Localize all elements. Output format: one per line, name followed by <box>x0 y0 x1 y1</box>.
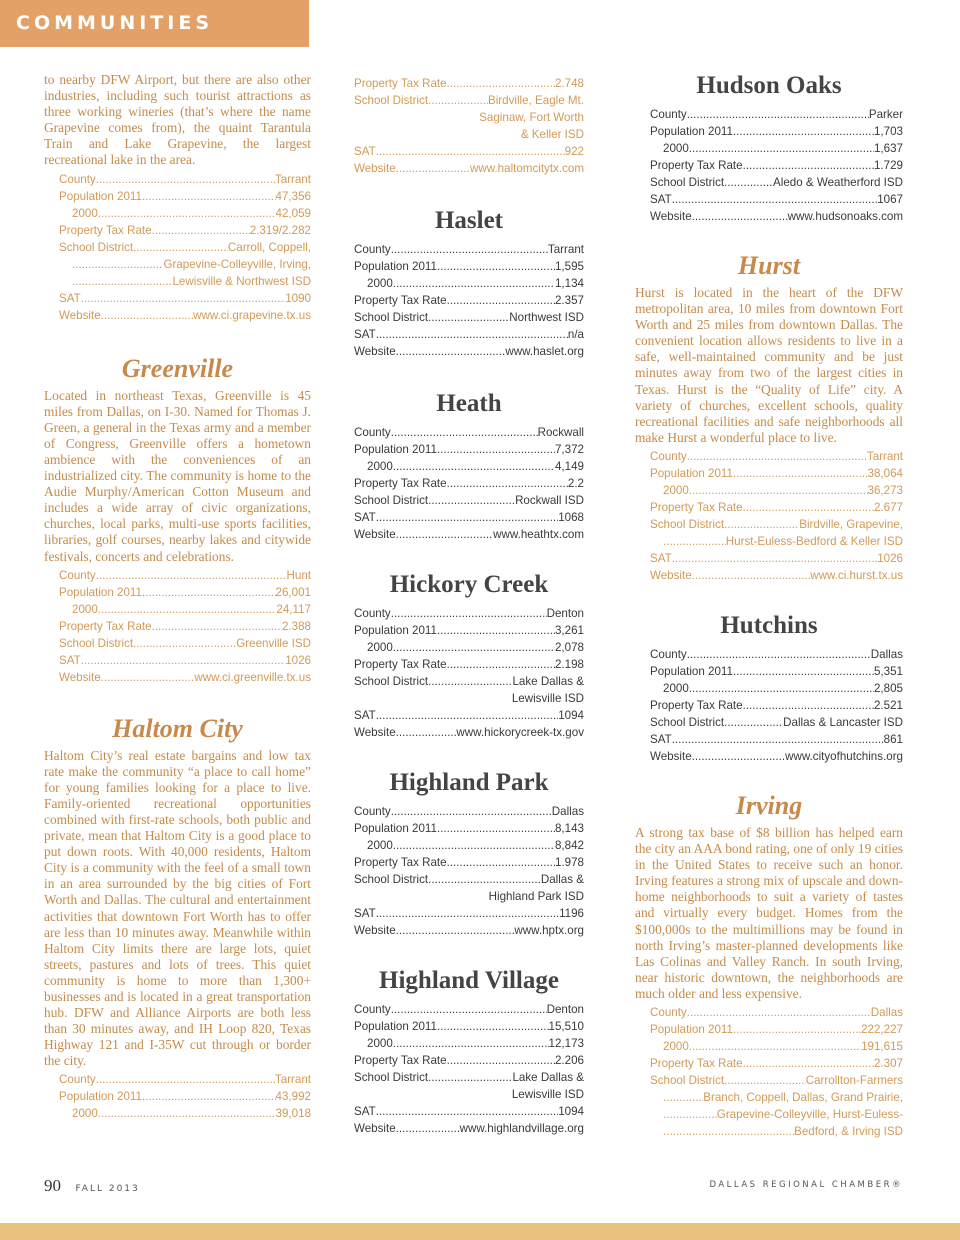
stat-row: Website ..... www.ci.hurst.tx.us <box>650 567 903 584</box>
section-title: COMMUNITIES <box>16 12 214 34</box>
stat-row: County ..... Hunt <box>59 567 311 584</box>
website-link[interactable]: www.ci.hurst.tx.us <box>810 568 903 582</box>
highland-village-heading: Highland Village <box>379 967 559 994</box>
stat-row: Population 2011. ..... 5,351 <box>650 663 903 680</box>
stat-row: Lewisville ISD <box>511 1088 584 1101</box>
stat-row: Population 2011. ..... 222,227 <box>650 1021 903 1038</box>
stat-row: Population 2011. ..... 43,992 <box>59 1088 311 1105</box>
stat-row: Population 2011. ..... 1,703 <box>650 123 903 140</box>
stat-row: ..... Bedford, & Irving ISD <box>650 1123 903 1140</box>
stat-row: Website ..... www.haslet.org <box>354 343 584 360</box>
heath-heading: Heath <box>436 390 502 417</box>
stat-row: ..... Hurst-Euless-Bedford & Keller ISD <box>650 533 903 550</box>
website-link[interactable]: www.haslet.org <box>505 345 584 358</box>
stat-row: County ..... Denton <box>354 605 584 622</box>
stat-row: School District ..... Greenville ISD <box>59 635 311 652</box>
stat-row: 2000 ..... 1,134 <box>354 275 584 292</box>
column-3 <box>635 72 903 1140</box>
stat-row: Population 2011. ..... 8,143 <box>354 820 584 837</box>
hudson-oaks-stats <box>635 106 903 225</box>
stat-row: Highland Park ISD <box>488 890 584 903</box>
stat-row: Property Tax Rate ..... 2.307 <box>650 1055 903 1072</box>
hickory-creek-heading: Hickory Creek <box>389 571 549 598</box>
stat-row: 2000 ..... 4,149 <box>354 458 584 475</box>
stat-row: Lewisville ISD <box>511 692 584 705</box>
section-banner <box>0 0 309 47</box>
stat-row: County ..... Dallas <box>650 1004 903 1021</box>
grapevine-description: to nearby DFW Airport, but there are also other industries, including such tourist attractions as three working wineries (that’s where the name Grapevine comes from), the quaint Tarantula Train and Lake Grapevine, the largest recreational lake in the area. <box>44 72 311 168</box>
stat-row: County ..... Tarrant <box>59 171 311 188</box>
stat-row: SAT ..... 1090 <box>59 290 311 307</box>
stat-row: Website ..... www.cityofhutchins.org <box>650 748 903 765</box>
stat-row: Property Tax Rate ..... 1.729 <box>650 157 903 174</box>
greenville-stats <box>44 567 311 686</box>
haltom-stats-continued <box>354 75 584 177</box>
haslet-heading: Haslet <box>434 207 504 234</box>
stat-row: 2000 ..... 1,637 <box>650 140 903 157</box>
stat-row: School District ..... Birdville, Grapevine, <box>650 516 903 533</box>
stat-row: School District ..... Dallas & Lancaster ISD <box>650 714 903 731</box>
stat-row: School District ..... Lake Dallas & <box>354 673 584 690</box>
stat-row: SAT ..... 861 <box>650 731 903 748</box>
stat-row: County ..... Denton <box>354 1001 584 1018</box>
stat-row: Population 2011. ..... 1,595 <box>354 258 584 275</box>
stat-row: School District ..... Birdville, Eagle Mt. <box>354 92 584 109</box>
stat-row: Website ..... www.hickorycreek-tx.gov <box>354 724 584 741</box>
irving-description: A strong tax base of $8 billion has helped earn the city an AAA bond rating, one of only 19 cities in the United States to receive such an honor. Irving features a strong mix of upscale and down-home neighborhoods to suit a variety of tastes and virtually every budget. Homes from the $100,000s to the multimillions may be found in north Irving’s master-planned developments like Las Colinas and Valley Ranch. In south Irving, near historic downtown, the neighborhoods are much older and less expensive. <box>635 824 903 1001</box>
greenville-description: Located in northeast Texas, Greenville is 45 miles from Dallas, on I-30. Named for Thomas J. Green, a general in the Texas army and a member of Congress, Greenville offers a hometown ambience with the conveniences of an industrialized city. The community is home to the Audie Murphy/American Cotton Museum and includes a wide array of civic organizations, churches, local parks, multi-use sports facilities, libraries, golf courses, nearby lakes and citywide festivals, concerts and celebrations. <box>44 387 311 564</box>
stat-row: Population 2011. ..... 7,372 <box>354 441 584 458</box>
stat-row: Website ..... www.heathtx.com <box>354 526 584 543</box>
highland-park-stats <box>354 803 584 939</box>
stat-row: 2000 ..... 24,117 <box>59 601 311 618</box>
stat-row: SAT ..... 1067 <box>650 191 903 208</box>
stat-row: School District ..... Aledo & Weatherford ISD <box>650 174 903 191</box>
publisher-label: DALLAS REGIONAL CHAMBER® <box>709 1180 903 1190</box>
stat-row: County ..... Dallas <box>354 803 584 820</box>
stat-row: Property Tax Rate ..... 2.198 <box>354 656 584 673</box>
issue-label: FALL 2013 <box>75 1184 140 1194</box>
stat-row: School District ..... Rockwall ISD <box>354 492 584 509</box>
website-link[interactable]: www.hptx.org <box>514 924 584 937</box>
website-link[interactable]: www.hudsonoaks.com <box>787 210 903 223</box>
stat-row: School District ..... Dallas & <box>354 871 584 888</box>
highland-park-heading: Highland Park <box>389 769 549 796</box>
stat-row: ..... Grapevine-Colleyville, Hurst-Euless- <box>650 1106 903 1123</box>
stat-row: Property Tax Rate ..... 2.748 <box>354 75 584 92</box>
stat-row: 2000 ..... 191,615 <box>650 1038 903 1055</box>
stat-row: School District ..... Carroll, Coppell, <box>59 239 311 256</box>
hurst-description: Hurst is located in the heart of the DFW metropolitan area, 10 miles from downtown Fort Worth and 25 miles from downtown Dallas. The convenient location allows residents to live in a safe, well-maintained community and be just minutes away from two of the largest cities in Texas. Hurst is the “Quality of Life” city. A variety of churches, excellent schools, quality recreational facilities and safe neighborhoods all make Hurst a wonderful place to live. <box>635 285 903 445</box>
column-2 <box>354 75 584 1137</box>
stat-row: 2000 ..... 2,078 <box>354 639 584 656</box>
stat-row: SAT ..... 1026 <box>650 550 903 567</box>
stat-row: Saginaw, Fort Worth <box>479 111 584 124</box>
stat-row: Website ..... www.ci.grapevine.tx.us <box>59 307 311 324</box>
stat-row: Website ..... www.hudsonoaks.com <box>650 208 903 225</box>
stat-row: County ..... Tarrant <box>59 1071 311 1088</box>
irving-stats <box>635 1004 903 1140</box>
stat-row: Website ..... www.highlandvillage.org <box>354 1120 584 1137</box>
stat-row: School District ..... Lake Dallas & <box>354 1069 584 1086</box>
stat-row: ..... Lewisville & Northwest ISD <box>59 273 311 290</box>
stat-row: Population 2011. ..... 3,261 <box>354 622 584 639</box>
website-link[interactable]: www.hickorycreek-tx.gov <box>456 726 584 739</box>
stat-row: SAT ..... 1094 <box>354 707 584 724</box>
stat-row: Property Tax Rate ..... 2.206 <box>354 1052 584 1069</box>
haslet-stats <box>354 241 584 360</box>
stat-row: County ..... Tarrant <box>354 241 584 258</box>
stat-row: 2000 ..... 12,173 <box>354 1035 584 1052</box>
stat-row: Property Tax Rate ..... 2.357 <box>354 292 584 309</box>
stat-row: Property Tax Rate ..... 2.319/2.282 <box>59 222 311 239</box>
hurst-heading: Hurst <box>737 251 801 280</box>
hickory-creek-stats <box>354 605 584 741</box>
irving-heading: Irving <box>735 790 803 820</box>
stat-row: Property Tax Rate ..... 2.521 <box>650 697 903 714</box>
stat-row: 2000 ..... 42,059 <box>59 205 311 222</box>
stat-row: Population 2011. ..... 38,064 <box>650 465 903 482</box>
website-link[interactable]: www.ci.grapevine.tx.us <box>193 308 311 322</box>
stat-row: SAT ..... n/a <box>354 326 584 343</box>
stat-row: Property Tax Rate ..... 2.388 <box>59 618 311 635</box>
website-link[interactable]: www.haltomcitytx.com <box>469 162 584 175</box>
stat-row: SAT ..... 922 <box>354 143 584 160</box>
stat-row: Website ..... www.ci.greenville.tx.us <box>59 669 311 686</box>
hutchins-heading: Hutchins <box>720 611 818 639</box>
stat-row: School District ..... Northwest ISD <box>354 309 584 326</box>
stat-row: 2000 ..... 2,805 <box>650 680 903 697</box>
stat-row: 2000 ..... 8,842 <box>354 837 584 854</box>
stat-row: Property Tax Rate ..... 2.2 <box>354 475 584 492</box>
stat-row: & Keller ISD <box>520 128 584 141</box>
stat-row: ..... Grapevine-Colleyville, Irving, <box>59 256 311 273</box>
hurst-stats <box>635 448 903 584</box>
stat-row: SAT ..... 1094 <box>354 1103 584 1120</box>
stat-row: ..... Branch, Coppell, Dallas, Grand Prairie, <box>650 1089 903 1106</box>
grapevine-stats <box>44 171 311 324</box>
footer-left <box>44 1176 140 1196</box>
heath-stats <box>354 424 584 543</box>
website-link[interactable]: www.cityofhutchins.org <box>785 749 903 763</box>
stat-row: 2000 ..... 36,273 <box>650 482 903 499</box>
stat-row: SAT ..... 1196 <box>354 905 584 922</box>
haltom-stats <box>44 1071 311 1122</box>
stat-row: Property Tax Rate ..... 2.677 <box>650 499 903 516</box>
stat-row: Population 2011. ..... 47,356 <box>59 188 311 205</box>
stat-row: County ..... Dallas <box>650 646 903 663</box>
website-link[interactable]: www.heathtx.com <box>493 528 584 541</box>
stat-row: County ..... Rockwall <box>354 424 584 441</box>
stat-row: 2000 ..... 39,018 <box>59 1105 311 1122</box>
hutchins-stats <box>635 646 903 765</box>
column-1 <box>44 72 311 1122</box>
website-link[interactable]: www.ci.greenville.tx.us <box>194 670 311 684</box>
haltom-description: Haltom City’s real estate bargains and low tax rate make the community “a place to call home” for young families looking for a place to live. Family-oriented recreational opportunities combined with first-rate schools, both public and private, mean that Haltom City is a good place to put down roots. With 40,000 residents, Haltom City is a community with the feel of a small town in an area surrounded by the big cities of Fort Worth and Dallas. The cultural and entertainment activities that downtown Fort Worth has to offer are less than 10 minutes away. Meanwhile within Haltom City limits there are large lots, quiet streets, pastures and lots of trees. This quiet community is home to more than 1,300+ businesses and is located in a great transportation hub. DFW and Alliance Airports are both less than 30 minutes away, and IH Loop 820, Texas Highway 121 and I-35W cut through or border the city. <box>44 747 311 1069</box>
website-link[interactable]: www.highlandvillage.org <box>459 1122 584 1135</box>
haltom-heading: Haltom City <box>112 713 243 743</box>
stat-row: Website ..... www.haltomcitytx.com <box>354 160 584 177</box>
stat-row: School District ..... Carrollton-Farmers <box>650 1072 903 1089</box>
greenville-heading: Greenville <box>121 353 234 383</box>
stat-row: Population 2011. ..... 26,001 <box>59 584 311 601</box>
hudson-oaks-heading: Hudson Oaks <box>696 72 842 99</box>
bottom-bar <box>0 1223 960 1240</box>
stat-row: County ..... Tarrant <box>650 448 903 465</box>
stat-row: County ..... Parker <box>650 106 903 123</box>
stat-row: Property Tax Rate ..... 1.978 <box>354 854 584 871</box>
stat-row: Website ..... www.hptx.org <box>354 922 584 939</box>
stat-row: SAT ..... 1026 <box>59 652 311 669</box>
page-number: 90 <box>44 1176 61 1195</box>
stat-row: Population 2011. ..... 15,510 <box>354 1018 584 1035</box>
highland-village-stats <box>354 1001 584 1137</box>
stat-row: SAT ..... 1068 <box>354 509 584 526</box>
